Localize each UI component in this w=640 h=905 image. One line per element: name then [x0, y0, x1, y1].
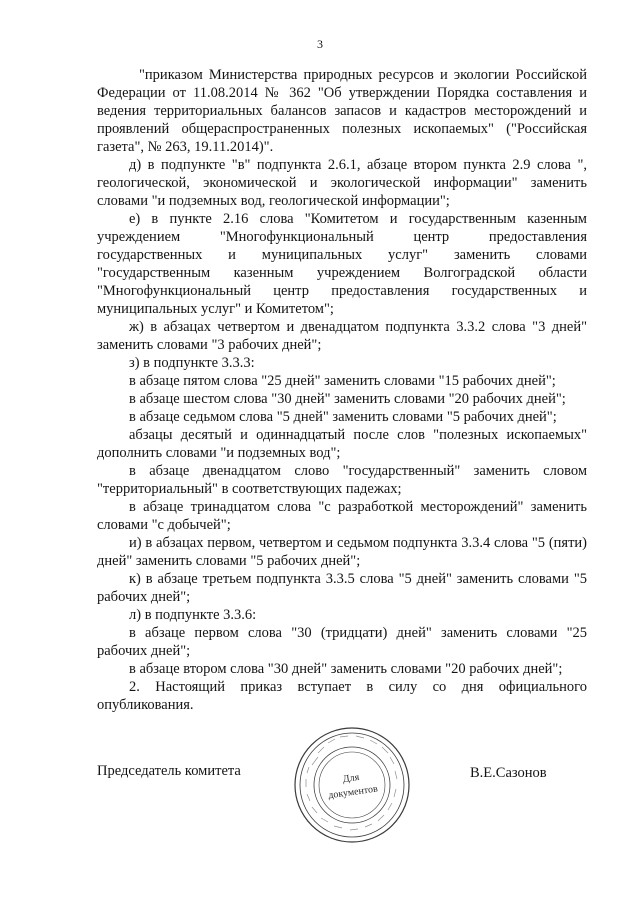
paragraph: 2. Настоящий приказ вступает в силу со дня официального опубликования. [97, 679, 587, 713]
paragraph: е) в пункте 2.16 слова "Комитетом и государственным казенным учреждением "Многофункциональный центр предоставления государственных и муниципальных услуг" заменить словами "государственным казенным учреждением Волгоградской области "Многофункциональный центр предоставления государственных и муниципальных услуг" и Комитетом"; [97, 211, 587, 317]
paragraph: д) в подпункте "в" подпункта 2.6.1, абзаце втором пункта 2.9 слова ", геологической, экономической и экологической информации" заменить словами "и подземных вод, геологической информации"; [97, 157, 587, 209]
paragraph: в абзаце первом слова "30 (тридцати) дней" заменить словами "25 рабочих дней"; [97, 625, 587, 659]
signer-title: Председатель комитета [97, 763, 241, 779]
paragraph: к) в абзаце третьем подпункта 3.3.5 слова "5 дней" заменить словами "5 рабочих дней"; [97, 571, 587, 605]
paragraph: в абзаце седьмом слова "5 дней" заменить словами "5 рабочих дней"; [129, 409, 557, 425]
stamp-center-line-1: Для [342, 771, 360, 786]
signer-name: В.Е.Сазонов [470, 765, 547, 781]
paragraph: абзацы десятый и одиннадцатый после слов "полезных ископаемых" дополнить словами "и подземных вод"; [97, 427, 587, 461]
stamp-center-line-2: документов [327, 783, 379, 802]
page-number: 3 [317, 37, 323, 51]
paragraph: в абзаце двенадцатом слово "государственный" заменить словом "территориальный" в соответствующих падежах; [97, 463, 587, 497]
paragraph: з) в подпункте 3.3.3: [129, 355, 255, 371]
paragraph: и) в абзацах первом, четвертом и седьмом подпункта 3.3.4 слова "5 (пяти) дней" заменить словами "5 рабочих дней"; [97, 535, 587, 569]
paragraph: в абзаце тринадцатом слова "с разработкой месторождений" заменить словами "с добычей"; [97, 499, 587, 533]
paragraph: "приказом Министерства природных ресурсов и экологии Российской Федерации от 11.08.2014 № 362 "Об утверждении Порядка составления и ведения территориальных балансов запасов и кадастров месторождений и проявлений общераспространенных полезных ископаемых" ("Российская газета", № 263, 19.11.2014)". [97, 67, 587, 155]
paragraph: в абзаце пятом слова "25 дней" заменить словами "15 рабочих дней"; [129, 373, 556, 389]
official-stamp-icon [292, 725, 412, 845]
paragraph: в абзаце шестом слова "30 дней" заменить словами "20 рабочих дней"; [129, 391, 566, 407]
document-body [97, 66, 587, 714]
paragraph: л) в подпункте 3.3.6: [129, 607, 257, 623]
paragraph: ж) в абзацах четвертом и двенадцатом подпункта 3.3.2 слова "3 дней" заменить словами "3 рабочих дней"; [97, 319, 587, 353]
paragraph: в абзаце втором слова "30 дней" заменить словами "20 рабочих дней"; [129, 661, 563, 677]
